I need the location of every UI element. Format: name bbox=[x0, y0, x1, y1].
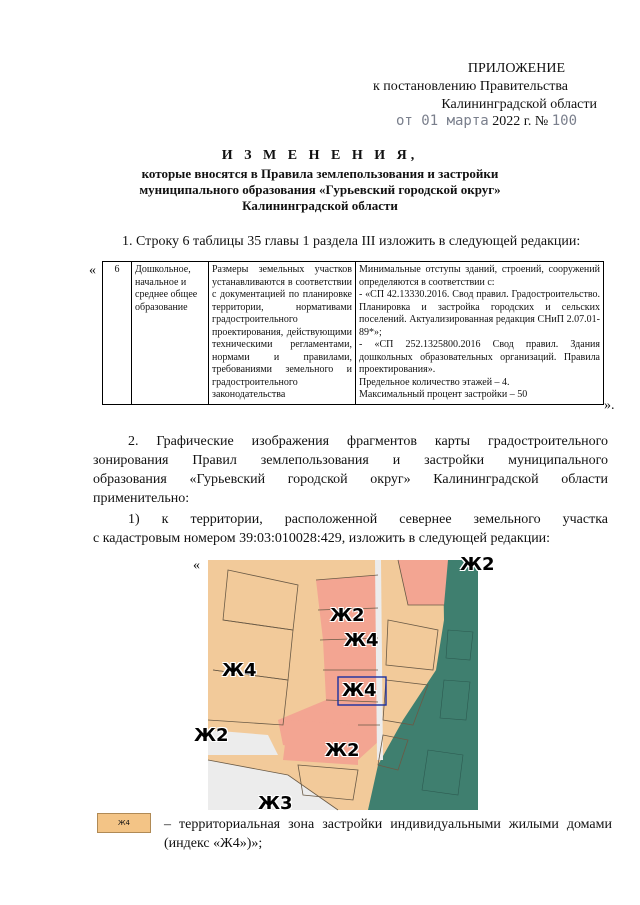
row-number: 6 bbox=[103, 262, 132, 405]
appendix-line2: к постановлению Правительства bbox=[372, 79, 568, 94]
zone-label-zh4: Ж4 bbox=[222, 660, 257, 681]
rules-table bbox=[102, 261, 604, 405]
document-subtitle bbox=[0, 166, 640, 214]
map-open-quote: « bbox=[193, 558, 200, 573]
date-stamp: от 01 марта bbox=[396, 113, 489, 129]
item-2-1-line2: с кадастровым номером 39:03:010028:429, изложить в следующей редакции: bbox=[93, 531, 551, 546]
appendix-title: ПРИЛОЖЕНИЕ bbox=[467, 61, 565, 76]
subtitle-line2: муниципального образования «Гурьевский городской округ» bbox=[139, 182, 501, 197]
table-row bbox=[103, 262, 604, 405]
restriction-line: Предельное количество этажей – 4. bbox=[359, 376, 510, 388]
item-1: 1. Строку 6 таблицы 35 главы 1 раздела III изложить в следующей редакции: bbox=[122, 234, 581, 249]
use-type-cell: Дошкольное, начальное и среднее общее образование bbox=[132, 262, 209, 405]
zone-label-zh3: Ж3 bbox=[258, 793, 293, 814]
legend-text-line1: – территориальная зона застройки индивидуальными жилыми домами bbox=[164, 817, 612, 832]
zoning-map bbox=[194, 554, 495, 814]
zone-label-zh2: Ж2 bbox=[325, 740, 360, 761]
document-heading: И З М Е Н Е Н И Я, bbox=[221, 148, 419, 163]
zone-label-zh4: Ж4 bbox=[344, 630, 379, 651]
zone-label-zh2: Ж2 bbox=[330, 605, 365, 626]
subtitle-line3: Калининградской области bbox=[242, 198, 398, 213]
restriction-line: - «СП 42.13330.2016. Свод правил. Градостроительство. Планировка и застройка городских и сельских поселений. Актуализированная редакция СНиП 2.07.01-89*»; bbox=[359, 289, 600, 338]
number-sign: № bbox=[534, 114, 549, 129]
legend-text-line2: (индекс «Ж4»)»; bbox=[164, 836, 263, 851]
number-stamp: 100 bbox=[551, 113, 578, 129]
item-2-line4: применительно: bbox=[93, 491, 190, 506]
item-2-line3: образования «Гурьевский городской округ» Калининградской области bbox=[93, 472, 608, 487]
item-2-line1: 2. Графические изображения фрагментов карты градостроительного bbox=[128, 434, 608, 449]
legend-swatch-zh4: Ж4 bbox=[97, 813, 151, 833]
subtitle-line1: которые вносятся в Правила землепользования и застройки bbox=[141, 166, 499, 181]
table-close-quote: ». bbox=[604, 398, 615, 413]
zone-label-zh2: Ж2 bbox=[460, 554, 495, 575]
zone-label-zh2: Ж2 bbox=[194, 725, 229, 746]
restrictions-cell bbox=[356, 262, 604, 405]
item-2-line2: зонирования Правил землепользования и застройки муниципального bbox=[93, 453, 608, 468]
zone-label-zh4-highlighted: Ж4 bbox=[342, 680, 377, 701]
year: 2022 г. bbox=[492, 114, 532, 129]
restriction-line: - «СП 252.1325800.2016 Свод правил. Здания дошкольных образовательных организаций. Правила проектирования». bbox=[359, 339, 600, 375]
restriction-line: Минимальные отступы зданий, строений, сооружений определяются в соответствии с: bbox=[359, 264, 600, 288]
restriction-line: Максимальный процент застройки – 50 bbox=[359, 389, 528, 400]
plot-size-cell: Размеры земельных участков устанавливаются в соответствии с документацией по планировке территории, нормативами градостроительного проектирования, действующими техническими регламентами, нормами и правилами, требованиями земельного и градостроительного законодательства bbox=[209, 262, 356, 405]
appendix-line3: Калининградской области bbox=[441, 97, 597, 112]
item-2-1-line1: 1) к территории, расположенной севернее земельного участка bbox=[128, 512, 608, 527]
document-date-number bbox=[396, 113, 577, 130]
table-open-quote: « bbox=[89, 263, 96, 278]
